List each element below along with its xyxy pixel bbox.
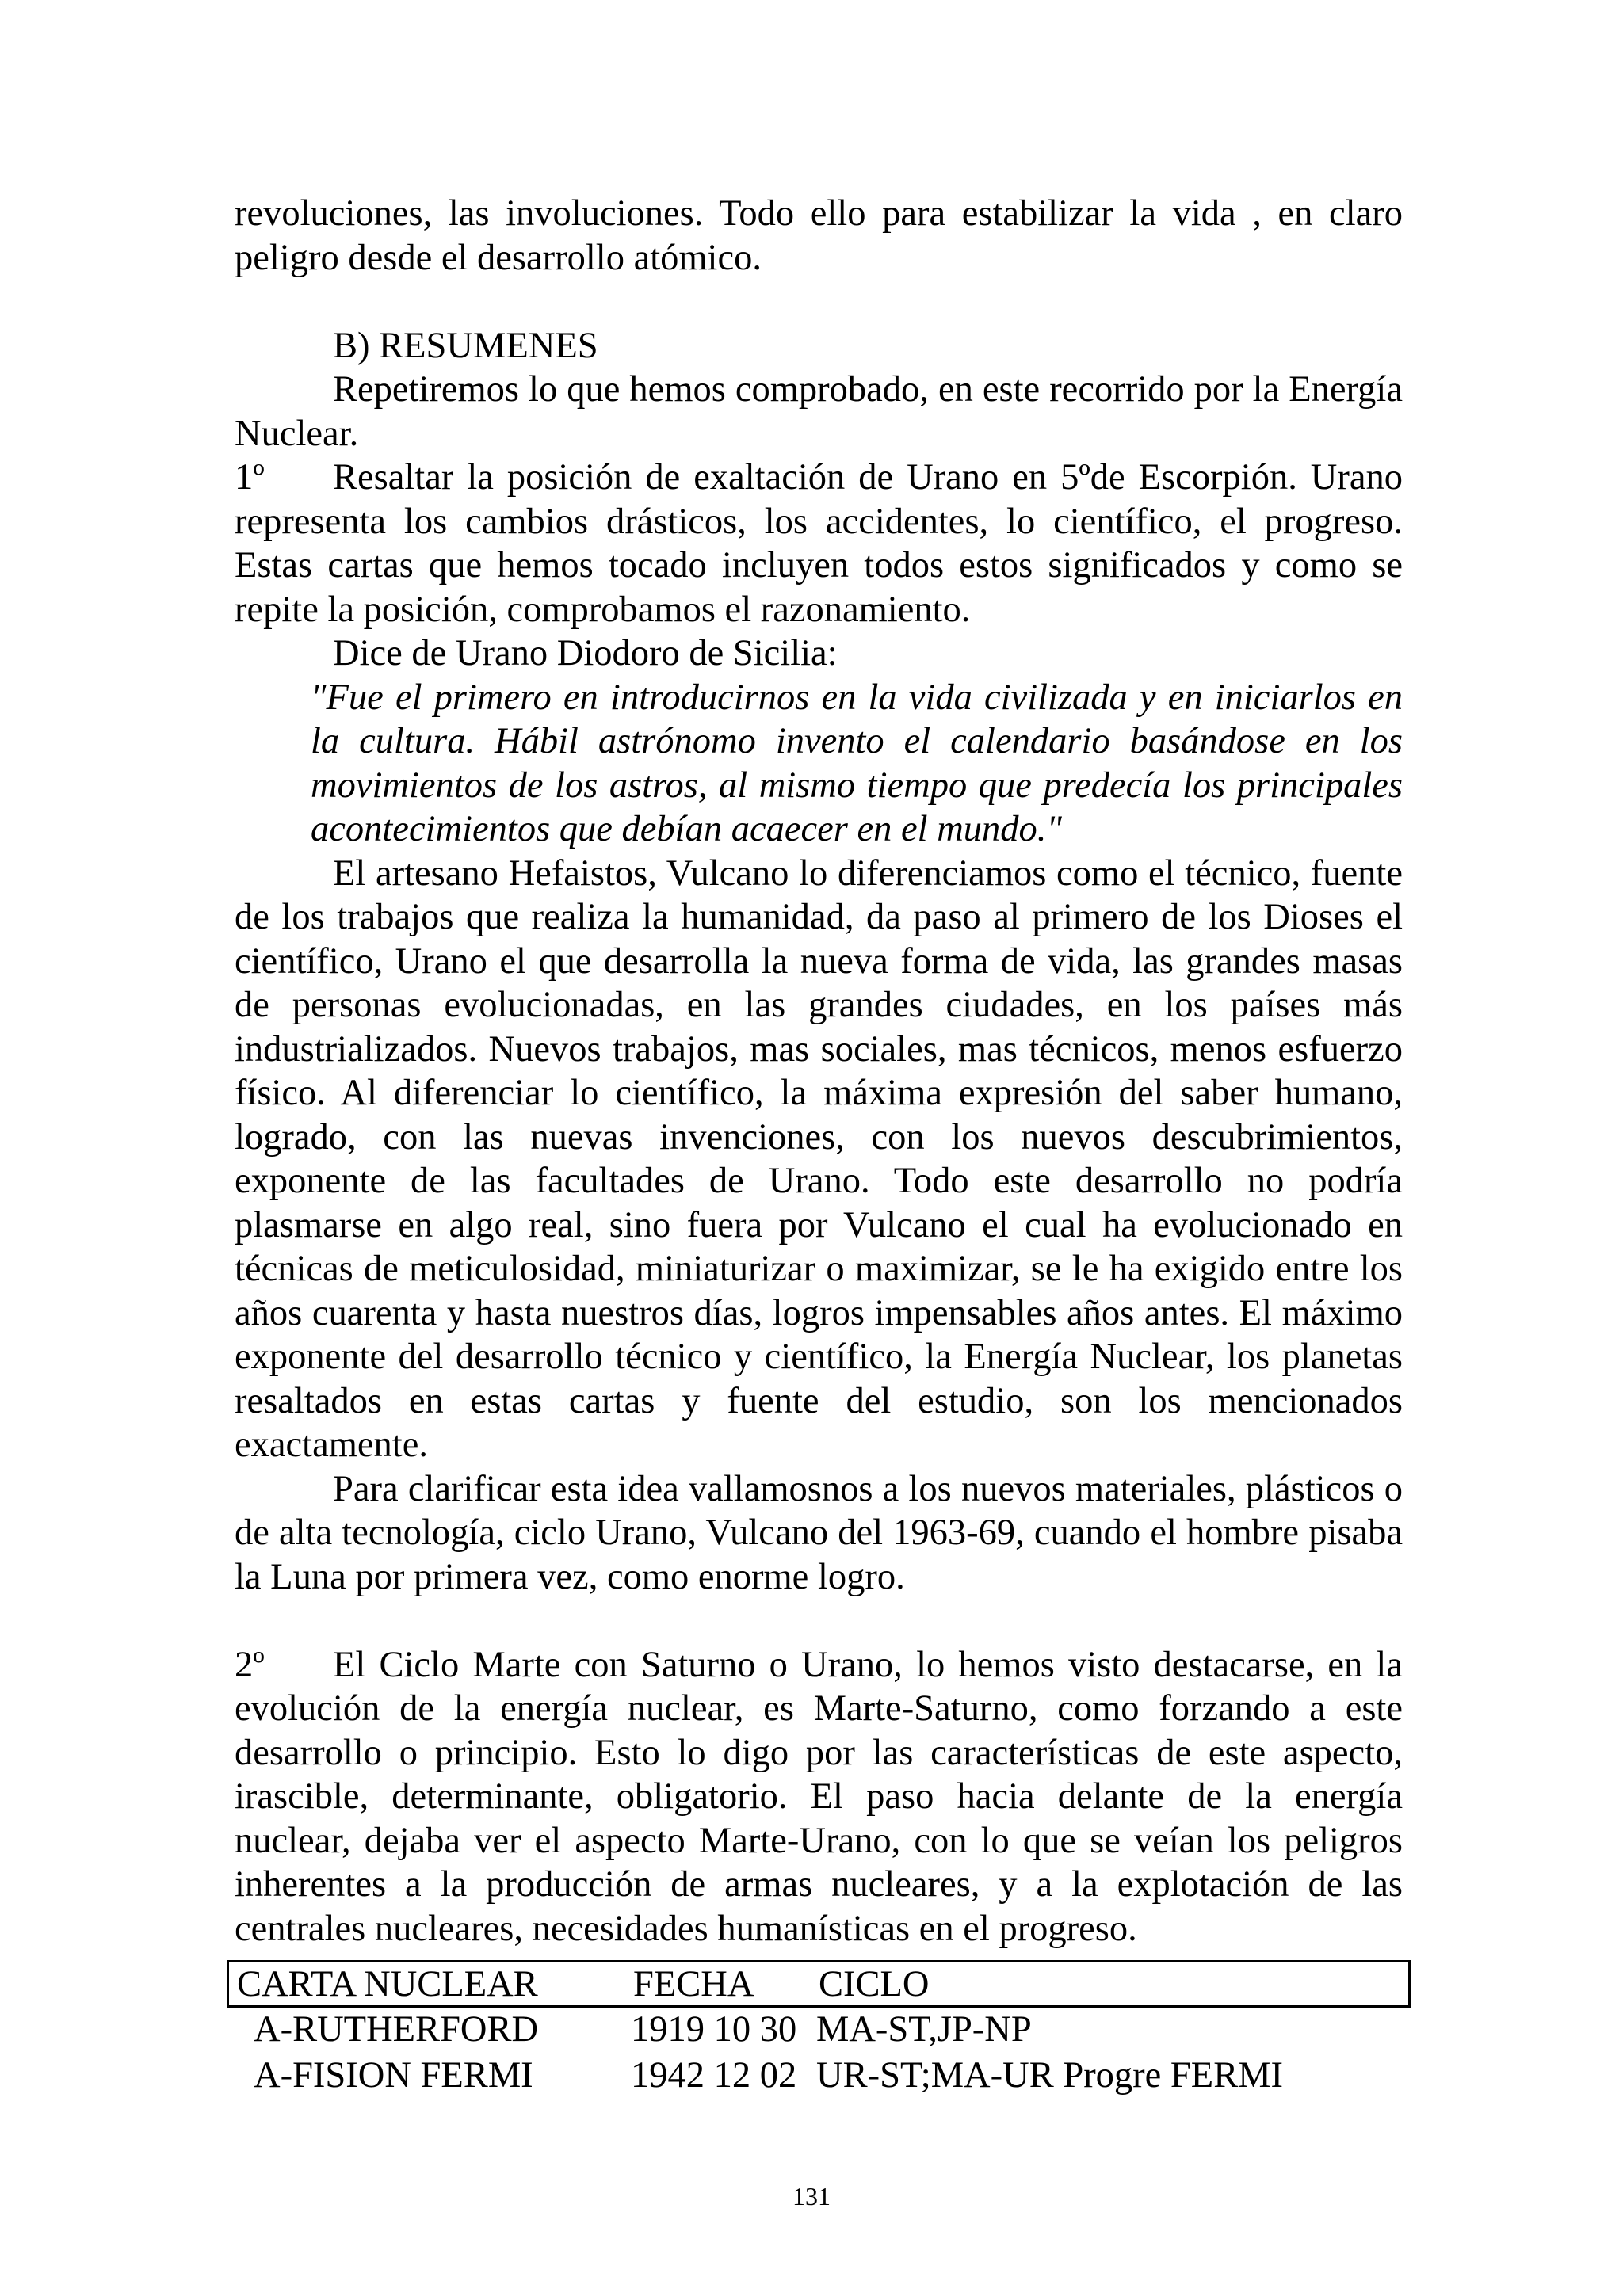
list-item-1-number: 1º	[235, 457, 265, 498]
list-item-2	[235, 1643, 1403, 1951]
list-item-1-text: Resaltar la posición de exaltación de Urano en 5ºde Escorpión. Urano representa los cambios drásticos, los accidentes, lo científico, el progreso. Estas cartas que hemos tocado incluyen todos estos significados y como se repite la posición, comprobamos el razonamiento.	[235, 457, 1403, 630]
table-header-fecha: FECHA	[633, 1964, 754, 2004]
table-cell-ciclo: MA-ST,JP-NP	[816, 2009, 1032, 2050]
section-heading: B) RESUMENES	[333, 325, 598, 366]
list-item-2-text: El Ciclo Marte con Saturno o Urano, lo hemos visto destacarse, en la evolución de la energía nuclear, es Marte-Saturno, como forzando a este desarrollo o principio. Esto lo digo por las características de este aspecto, irascible, determinante, obligatorio. El paso hacia delante de la energía nuclear, dejaba ver el aspecto Marte-Urano, con lo que se veían los peligros inherentes a la producción de armas nucleares, y a la explotación de las centrales nucleares, necesidades humanísticas en el progreso.	[235, 1644, 1403, 1949]
list-item-2-number: 2º	[235, 1644, 265, 1685]
page-body	[235, 192, 1403, 1951]
table-cell-fecha: 1942 12 02	[631, 2055, 797, 2096]
table-cell-fecha: 1919 10 30	[631, 2009, 797, 2050]
block-quote-text: "Fue el primero en introducirnos en la vida civilizada y en iniciarlos en la cultura. Hábil astrónomo invento el calendario basándose en los movimientos de los astros, al mismo tiempo que predecía los principales acontecimientos que debían acaecer en el mundo."	[311, 677, 1403, 849]
paragraph-intro: revoluciones, las involuciones. Todo ello para estabilizar la vida , en claro peligro desde el desarrollo atómico.	[235, 193, 1403, 278]
table-row	[227, 2008, 1411, 2054]
table-header-row	[227, 1960, 1411, 2008]
paragraph-materials: Para clarificar esta idea vallamosnos a los nuevos materiales, plásticos o de alta tecnología, ciclo Urano, Vulcano del 1963-69, cuando el hombre pisaba la Luna por primera vez, como enorme logro.	[235, 1468, 1403, 1597]
table-header-ciclo: CICLO	[819, 1964, 930, 2004]
block-quote	[311, 676, 1403, 852]
table-header-carta: CARTA NUCLEAR	[237, 1964, 538, 2004]
table-row	[227, 2054, 1411, 2100]
spacer	[235, 1599, 1403, 1643]
nuclear-chart-table	[227, 1960, 1411, 2100]
page-number: 131	[792, 2182, 831, 2210]
table-cell-carta: A-FISION FERMI	[254, 2055, 533, 2096]
paragraph-summary-intro: Repetiremos lo que hemos comprobado, en este recorrido por la Energía Nuclear.	[235, 369, 1403, 454]
table-cell-ciclo: UR-ST;MA-UR Progre FERMI	[816, 2055, 1284, 2096]
table-cell-carta: A-RUTHERFORD	[254, 2009, 539, 2050]
list-item-1	[235, 456, 1403, 631]
spacer	[235, 280, 1403, 324]
paragraph-hefaistos: El artesano Hefaistos, Vulcano lo diferenciamos como el técnico, fuente de los trabajos que realiza la humanidad, da paso al primero de los Dioses el científico, Urano el que desarrolla la nueva forma de vida, las grandes masas de personas evolucionadas, en las grandes ciudades, en los países más industrializados. Nuevos trabajos, mas sociales, mas técnicos, menos esfuerzo físico. Al diferenciar lo científico, la máxima expresión del saber humano, logrado, con las nuevas invenciones, con los nuevos descubrimientos, exponente de las facultades de Urano. Todo este desarrollo no podría plasmarse en algo real, sino fuera por Vulcano el cual ha evolucionado en técnicas de meticulosidad, miniaturizar o maximizar, se le ha exigido entre los años cuarenta y hasta nuestros días, logros impensables años antes. El máximo exponente del desarrollo técnico y científico, la Energía Nuclear, los planetas resaltados en estas cartas y fuente del estudio, son los mencionados exactamente.	[235, 852, 1403, 1465]
paragraph-quote-intro: Dice de Urano Diodoro de Sicilia:	[333, 633, 838, 673]
